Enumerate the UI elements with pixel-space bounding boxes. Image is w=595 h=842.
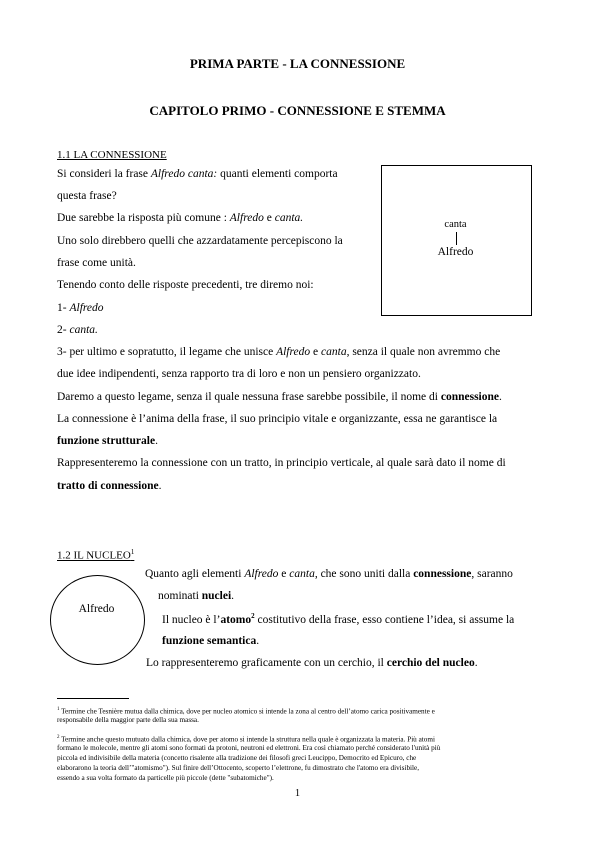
paragraph-line: Quanto agli elementi Alfredo e canta, che sono uniti dalla connessione, saranno <box>145 568 513 580</box>
footnote-line: elaborarono la teoria dell’"atomismo"). Sul finire dell’Ottocento, scoperto l’elettrone, fu dimostrato che l'atomo era divisibile, <box>57 764 420 772</box>
footnote-line: $^1$ Termine che Tesnière mutua dalla chimica, dove per nucleo atomico si intende la zona al centro dell’atomo carica positivamente e <box>57 707 435 716</box>
paragraph-line: Si consideri la frase Alfredo canta: quanti elementi comporta <box>57 168 338 180</box>
paragraph-line: nominati nuclei. <box>158 590 235 602</box>
paragraph-line: questa frase? <box>57 190 117 202</box>
footnote-line: essendo a sua volta formato da particelle più piccole (dette "subatomiche"). <box>57 774 274 782</box>
footnote-separator <box>57 698 129 699</box>
paragraph-line: funzione semantica. <box>162 635 260 647</box>
paragraph-line: Lo rappresenteremo graficamente con un cerchio, il cerchio del nucleo. <box>146 657 478 669</box>
list-item: 3- per ultimo e sopratutto, il legame che unisce Alfredo e canta, senza il quale non avremmo che <box>57 346 501 358</box>
paragraph-line: La connessione è l’anima della frase, il suo principio vitale e organizzante, essa ne garantisce la <box>57 413 498 425</box>
paragraph-line: due idee indipendenti, senza rapporto tra di loro e non un pensiero organizzato. <box>57 368 421 380</box>
list-item: 1- Alfredo <box>57 302 104 314</box>
paragraph-line: tratto di connessione. <box>57 480 162 492</box>
chapter-title: CAPITOLO PRIMO - CONNESSIONE E STEMMA <box>149 103 446 118</box>
footnote-line: piccola ed indivisibile della materia (concetto risalente alla tradizione dei filosofi greci Leucippo, Democrito ed Epicuro, che <box>57 754 417 762</box>
stemma-top-word: canta <box>444 219 467 230</box>
footnote-line: responsabile della maggior parte della sua massa. <box>57 716 199 724</box>
paragraph-line: Due sarebbe la risposta più comune : Alfredo e canta. <box>57 212 304 224</box>
paragraph-line: Tenendo conto delle risposte precedenti, tre diremo noi: <box>57 279 314 291</box>
list-item: 2- canta. <box>57 324 98 336</box>
nucleus-circle <box>50 575 145 665</box>
paragraph-line: Rappresenteremo la connessione con un tratto, in principio verticale, al quale sarà dato il nome di <box>57 457 506 469</box>
nucleus-word: Alfredo <box>78 603 115 615</box>
section-heading: 1.2 IL NUCLEO$^1$ <box>57 548 135 562</box>
section-heading: 1.1 LA CONNESSIONE <box>57 149 167 161</box>
paragraph-line: Il nucleo è l’atomo$^2$ costitutivo della frase, esso contiene l’idea, si assume la <box>162 612 515 626</box>
paragraph-line: funzione strutturale. <box>57 435 158 447</box>
paragraph-line: frase come unità. <box>57 257 136 269</box>
footnote-line: formano le molecole, mentre gli atomi sono formati da protoni, neutroni ed elettroni. Era così chiamato perché considerato l'unità più <box>57 744 441 752</box>
paragraph-line: Daremo a questo legame, senza il quale nessuna frase sarebbe possibile, il nome di connessione. <box>57 391 502 403</box>
page-number: 1 <box>294 788 301 799</box>
stemma-bottom-word: Alfredo <box>437 246 474 258</box>
part-title: PRIMA PARTE - LA CONNESSIONE <box>189 56 406 71</box>
paragraph-line: Uno solo direbbero quelli che azzardatamente percepiscono la <box>57 235 343 247</box>
footnote-line: $^2$ Termine anche questo mutuato dalla chimica, dove per atomo si intende la struttura nella quale è organizzata la materia. Più atomi <box>57 735 435 744</box>
connection-line <box>456 232 457 245</box>
